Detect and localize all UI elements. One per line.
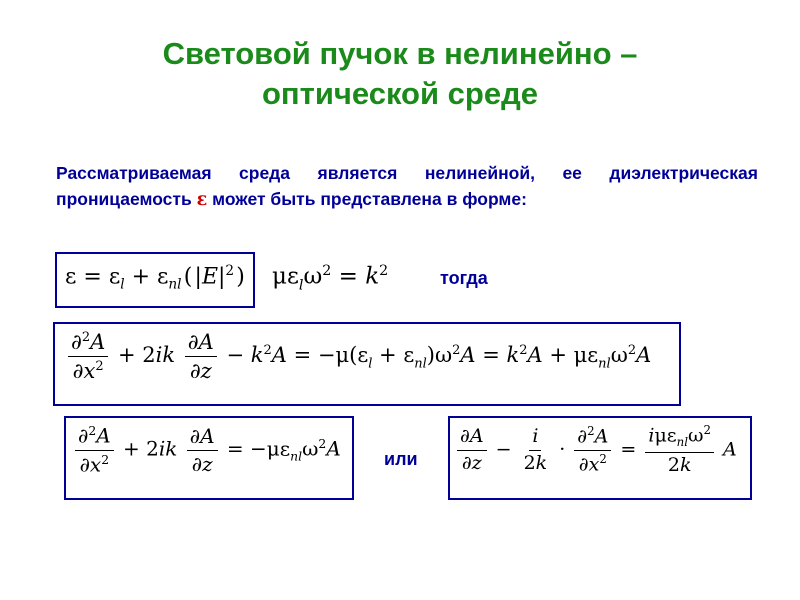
epsilon-symbol: ε	[196, 190, 208, 210]
equation-parabolic: $\frac{\partial A}{\partial z}$ − $\frac{i}{2k}$ · $\frac{\partial^2A}{\partial x^2}$ = $\frac{i\mu\varepsilon_{nl}\omega^2}{2k}$ A	[454, 424, 737, 477]
title-line-2: оптической среде	[261, 76, 539, 111]
equation-wave-reduced: $\frac{\partial^2A}{\partial x^2}$ + 2ik $\frac{\partial A}{\partial z}$ = $-\mu\varepsilon_{nl}\omega^2A$	[72, 424, 341, 476]
equation-wave-full: $\frac{\partial^2A}{\partial x^2}$ + 2ik $\frac{\partial A}{\partial z}$ − $k^2A = -\mu(\varepsilon_l + \varepsilon_{nl})\omega^2A = k^2A + \mu\varepsilon_{nl}\omega^2A$	[65, 330, 651, 383]
equation-wave-full-box	[53, 322, 681, 406]
equation-dispersion: $\mu\varepsilon_l\omega^2 = k^2$	[272, 263, 389, 294]
equation-parabolic-box	[448, 416, 752, 500]
equation-permittivity: $\varepsilon = \varepsilon_l + \varepsilon_{nl}$ ( $|E|^2$ )	[65, 263, 245, 293]
slide-title	[0, 34, 800, 114]
equation-permittivity-box	[55, 252, 255, 308]
word-then: тогда	[440, 268, 488, 288]
word-or: или	[384, 449, 418, 469]
intro-paragraph	[56, 160, 758, 213]
intro-text-1: Рассматриваемая среда является нелинейной, ее диэлектрическая проницаемость	[56, 163, 758, 209]
intro-text-2: может быть представлена в форме:	[212, 189, 527, 209]
equation-wave-reduced-box	[64, 416, 354, 500]
title-line-1: Световой пучок в нелинейно –	[162, 36, 638, 71]
